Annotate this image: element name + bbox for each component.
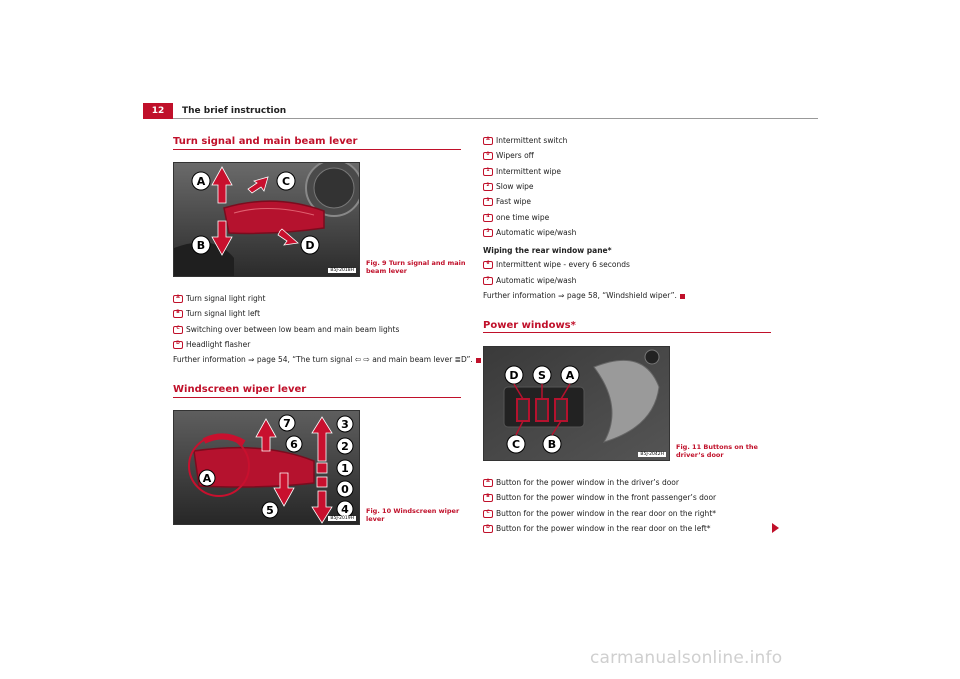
figure-label-6: 6 — [290, 438, 298, 451]
list-item: D Button for the power window in the rear door on the left* — [483, 524, 711, 533]
figure-power-window-buttons — [483, 346, 670, 461]
list-item: A Button for the power window in the driver’s door — [483, 478, 679, 487]
figure-label-0: 0 — [341, 483, 349, 496]
figure-label-b: B — [196, 239, 206, 252]
list-item: 6 Intermittent wipe - every 6 seconds — [483, 260, 630, 269]
figure-label-a: A — [565, 369, 575, 382]
page-number: 12 — [143, 103, 173, 119]
figure-label-s: S — [538, 369, 546, 382]
list-item: 2 Slow wipe — [483, 182, 534, 191]
section-rule-wiper — [173, 397, 461, 398]
figure-caption: Fig. 10 Windscreen wiper lever — [366, 507, 460, 523]
figure-caption: Fig. 9 Turn signal and main beam lever — [366, 259, 466, 275]
rear-window-heading: Wiping the rear window pane* — [483, 246, 612, 255]
figure-wiper-lever — [173, 410, 360, 525]
figure-code: B5J-2042H — [640, 452, 664, 457]
list-item: A Turn signal light right — [173, 294, 265, 303]
section-rule-turn-signal — [173, 149, 461, 150]
figure-label-b: B — [547, 438, 557, 451]
further-info-wiper: Further information ⇒ page 58, “Windshield wiper”. — [483, 291, 685, 300]
figure-turn-signal-lever — [173, 162, 360, 277]
header-rule — [173, 118, 818, 119]
list-item: 0 Wipers off — [483, 151, 534, 160]
list-item: 5 Automatic wipe/wash — [483, 228, 576, 237]
figure-label-3: 3 — [341, 418, 349, 431]
list-item: 3 Fast wipe — [483, 197, 531, 206]
figure-label-d: D — [509, 369, 519, 382]
section-title-turn-signal: Turn signal and main beam lever — [173, 136, 358, 147]
next-page-arrow-icon[interactable] — [772, 523, 779, 533]
list-item: D Headlight flasher — [173, 340, 250, 349]
list-item: C Switching over between low beam and main beam lights — [173, 325, 399, 334]
further-info-turn-signal: Further information ⇒ page 54, “The turn signal ⇦ ⇨ and main beam lever ≣D”. — [173, 355, 481, 364]
list-item: B Button for the power window in the front passenger’s door — [483, 493, 716, 502]
list-item: 1 Intermittent wipe — [483, 167, 561, 176]
list-item: C Button for the power window in the rear door on the right* — [483, 509, 716, 518]
figure-label-a: A — [202, 472, 212, 485]
list-item: B Turn signal light left — [173, 309, 260, 318]
section-rule-power-windows — [483, 332, 771, 333]
page-header-title: The brief instruction — [182, 106, 287, 116]
figure-label-7: 7 — [283, 417, 291, 430]
section-title-wiper: Windscreen wiper lever — [173, 384, 307, 395]
figure-code: B5J-2019H — [330, 516, 354, 521]
watermark: carmanualsonline.info — [590, 648, 783, 668]
figure-label-d: D — [305, 239, 315, 252]
list-item: 7 Automatic wipe/wash — [483, 276, 576, 285]
list-item: A Intermittent switch — [483, 136, 567, 145]
figure-label-a: A — [196, 175, 206, 188]
figure-label-c: C — [281, 175, 291, 188]
figure-caption: Fig. 11 Buttons on the driver’s door — [676, 443, 758, 459]
figure-label-c: C — [511, 438, 521, 451]
figure-label-1: 1 — [341, 462, 349, 475]
section-title-power-windows: Power windows* — [483, 320, 576, 331]
figure-label-4: 4 — [341, 503, 349, 516]
figure-label-5: 5 — [266, 504, 274, 517]
figure-label-2: 2 — [341, 440, 349, 453]
list-item: 4 one time wipe — [483, 213, 549, 222]
figure-code: B5J-2018H — [330, 268, 354, 273]
